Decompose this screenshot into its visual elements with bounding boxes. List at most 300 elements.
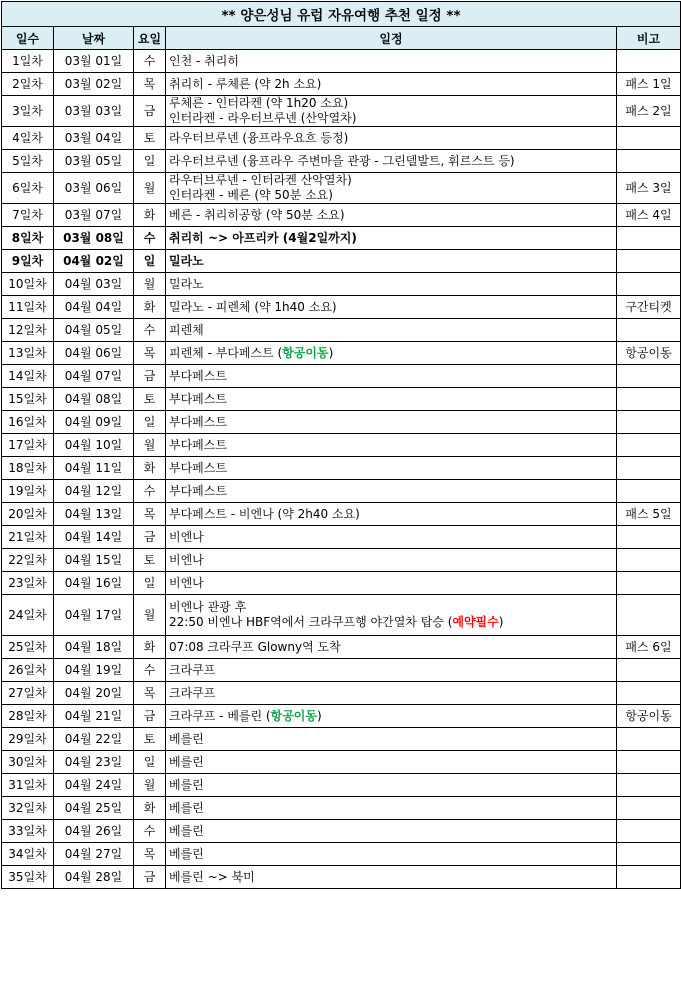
schedule-text: 인천 - 취리히 bbox=[169, 53, 239, 68]
day-cell: 34일차 bbox=[2, 843, 54, 866]
weekday-cell: 월 bbox=[134, 595, 166, 636]
schedule-cell bbox=[166, 457, 617, 480]
schedule-text: 부다페스트 bbox=[169, 414, 227, 429]
table-row bbox=[2, 636, 681, 659]
schedule-text: 피렌체 - 부다페스트 ( bbox=[169, 345, 283, 360]
date-cell: 04월 06일 bbox=[54, 342, 134, 365]
schedule-text: 베를린 bbox=[169, 777, 204, 792]
weekday-cell: 화 bbox=[134, 636, 166, 659]
date-cell: 04월 13일 bbox=[54, 503, 134, 526]
schedule-line bbox=[169, 188, 613, 203]
day-cell: 26일차 bbox=[2, 659, 54, 682]
note-cell: 항공이동 bbox=[617, 705, 681, 728]
date-cell: 04월 21일 bbox=[54, 705, 134, 728]
day-cell: 15일차 bbox=[2, 388, 54, 411]
table-row bbox=[2, 774, 681, 797]
date-cell: 03월 08일 bbox=[54, 227, 134, 250]
weekday-cell: 금 bbox=[134, 365, 166, 388]
schedule-text: 크라쿠프 bbox=[169, 685, 216, 700]
schedule-line bbox=[169, 300, 613, 315]
day-cell: 14일차 bbox=[2, 365, 54, 388]
schedule-line bbox=[169, 96, 613, 111]
schedule-line bbox=[169, 824, 613, 839]
day-cell: 25일차 bbox=[2, 636, 54, 659]
table-row bbox=[2, 820, 681, 843]
schedule-cell bbox=[166, 227, 617, 250]
table-row bbox=[2, 127, 681, 150]
weekday-cell: 수 bbox=[134, 820, 166, 843]
day-cell: 10일차 bbox=[2, 273, 54, 296]
schedule-line bbox=[169, 208, 613, 223]
schedule-cell bbox=[166, 549, 617, 572]
schedule-text: 베를린 bbox=[169, 800, 204, 815]
schedule-text: 크라쿠프 bbox=[169, 662, 216, 677]
schedule-text: 루체른 - 인터라켄 (약 1h20 소요) bbox=[169, 96, 349, 110]
schedule-text: 인터라켄 - 베른 (약 50분 소요) bbox=[169, 188, 333, 202]
schedule-line bbox=[169, 640, 613, 655]
day-cell: 4일차 bbox=[2, 127, 54, 150]
weekday-cell: 목 bbox=[134, 73, 166, 96]
date-cell: 03월 06일 bbox=[54, 173, 134, 204]
note-cell bbox=[617, 250, 681, 273]
schedule-line bbox=[169, 530, 613, 545]
schedule-line bbox=[169, 801, 613, 816]
flight-transfer-text: 항공이동 bbox=[282, 345, 329, 360]
schedule-line bbox=[169, 111, 613, 126]
note-cell: 패스 3일 bbox=[617, 173, 681, 204]
note-cell bbox=[617, 774, 681, 797]
day-cell: 33일차 bbox=[2, 820, 54, 843]
schedule-text: 베를린 ~> 북미 bbox=[169, 869, 255, 884]
table-row bbox=[2, 342, 681, 365]
note-cell bbox=[617, 457, 681, 480]
flight-transfer-text: 항공이동 bbox=[270, 708, 317, 723]
table-row bbox=[2, 50, 681, 73]
schedule-cell bbox=[166, 127, 617, 150]
note-cell bbox=[617, 728, 681, 751]
date-cell: 04월 10일 bbox=[54, 434, 134, 457]
day-cell: 7일차 bbox=[2, 204, 54, 227]
schedule-text: 비엔나 관광 후 bbox=[169, 600, 247, 614]
day-cell: 30일차 bbox=[2, 751, 54, 774]
schedule-line bbox=[169, 507, 613, 522]
weekday-cell: 목 bbox=[134, 503, 166, 526]
schedule-line bbox=[169, 438, 613, 453]
date-cell: 04월 25일 bbox=[54, 797, 134, 820]
weekday-cell: 월 bbox=[134, 434, 166, 457]
schedule-line bbox=[169, 732, 613, 747]
date-cell: 03월 01일 bbox=[54, 50, 134, 73]
date-cell: 04월 28일 bbox=[54, 866, 134, 889]
day-cell: 24일차 bbox=[2, 595, 54, 636]
weekday-cell: 목 bbox=[134, 843, 166, 866]
weekday-cell: 화 bbox=[134, 296, 166, 319]
table-row bbox=[2, 457, 681, 480]
schedule-cell bbox=[166, 595, 617, 636]
table-body bbox=[2, 50, 681, 889]
schedule-line bbox=[169, 709, 613, 724]
note-cell: 패스 1일 bbox=[617, 73, 681, 96]
schedule-line bbox=[169, 54, 613, 69]
schedule-text: 부다페스트 - 비엔나 (약 2h40 소요) bbox=[169, 506, 360, 521]
date-cell: 04월 19일 bbox=[54, 659, 134, 682]
weekday-cell: 금 bbox=[134, 526, 166, 549]
date-cell: 04월 07일 bbox=[54, 365, 134, 388]
note-cell bbox=[617, 480, 681, 503]
note-cell: 패스 4일 bbox=[617, 204, 681, 227]
schedule-line bbox=[169, 231, 613, 246]
table-row bbox=[2, 150, 681, 173]
schedule-cell bbox=[166, 682, 617, 705]
date-cell: 04월 22일 bbox=[54, 728, 134, 751]
day-cell: 13일차 bbox=[2, 342, 54, 365]
weekday-cell: 금 bbox=[134, 866, 166, 889]
schedule-text: 베를린 bbox=[169, 823, 204, 838]
schedule-cell bbox=[166, 73, 617, 96]
page-title: ** 양은성님 유럽 자유여행 추천 일정 ** bbox=[2, 2, 681, 27]
header-day: 일수 bbox=[2, 27, 54, 50]
schedule-text: 베를린 bbox=[169, 731, 204, 746]
header-note: 비고 bbox=[617, 27, 681, 50]
weekday-cell: 화 bbox=[134, 457, 166, 480]
day-cell: 5일차 bbox=[2, 150, 54, 173]
schedule-cell bbox=[166, 820, 617, 843]
table-row bbox=[2, 751, 681, 774]
schedule-text: 베른 - 취리히공항 (약 50분 소요) bbox=[169, 207, 345, 222]
date-cell: 04월 20일 bbox=[54, 682, 134, 705]
weekday-cell: 일 bbox=[134, 150, 166, 173]
day-cell: 2일차 bbox=[2, 73, 54, 96]
weekday-cell: 목 bbox=[134, 682, 166, 705]
date-cell: 04월 27일 bbox=[54, 843, 134, 866]
schedule-cell bbox=[166, 797, 617, 820]
schedule-cell bbox=[166, 843, 617, 866]
schedule-line bbox=[169, 415, 613, 430]
table-row bbox=[2, 843, 681, 866]
table-row bbox=[2, 572, 681, 595]
header-weekday: 요일 bbox=[134, 27, 166, 50]
schedule-cell bbox=[166, 342, 617, 365]
schedule-text: 22:50 비엔나 HBF역에서 크라쿠프행 야간열차 탑승 ( bbox=[169, 615, 453, 629]
date-cell: 04월 26일 bbox=[54, 820, 134, 843]
schedule-line bbox=[169, 686, 613, 701]
schedule-line bbox=[169, 576, 613, 591]
day-cell: 27일차 bbox=[2, 682, 54, 705]
schedule-cell bbox=[166, 273, 617, 296]
date-cell: 03월 02일 bbox=[54, 73, 134, 96]
date-cell: 04월 17일 bbox=[54, 595, 134, 636]
weekday-cell: 월 bbox=[134, 173, 166, 204]
schedule-text: 밀라노 - 피렌체 (약 1h40 소요) bbox=[169, 299, 337, 314]
day-cell: 3일차 bbox=[2, 96, 54, 127]
weekday-cell: 토 bbox=[134, 549, 166, 572]
date-cell: 04월 24일 bbox=[54, 774, 134, 797]
table-row bbox=[2, 388, 681, 411]
schedule-line bbox=[169, 778, 613, 793]
note-cell bbox=[617, 526, 681, 549]
table-row bbox=[2, 411, 681, 434]
day-cell: 8일차 bbox=[2, 227, 54, 250]
day-cell: 6일차 bbox=[2, 173, 54, 204]
schedule-cell bbox=[166, 503, 617, 526]
schedule-text: 부다페스트 bbox=[169, 368, 227, 383]
weekday-cell: 수 bbox=[134, 319, 166, 342]
note-cell: 패스 2일 bbox=[617, 96, 681, 127]
weekday-cell: 일 bbox=[134, 572, 166, 595]
schedule-text: 베를린 bbox=[169, 846, 204, 861]
table-row bbox=[2, 549, 681, 572]
schedule-text: ) bbox=[316, 708, 322, 723]
note-cell: 패스 5일 bbox=[617, 503, 681, 526]
weekday-cell: 토 bbox=[134, 388, 166, 411]
schedule-line bbox=[169, 461, 613, 476]
day-cell: 22일차 bbox=[2, 549, 54, 572]
weekday-cell: 일 bbox=[134, 751, 166, 774]
weekday-cell: 토 bbox=[134, 728, 166, 751]
note-cell bbox=[617, 411, 681, 434]
schedule-text: 취리히 ~> 아프리카 (4월2일까지) bbox=[169, 230, 357, 245]
weekday-cell: 일 bbox=[134, 411, 166, 434]
table-row bbox=[2, 250, 681, 273]
table-row bbox=[2, 866, 681, 889]
note-cell: 패스 6일 bbox=[617, 636, 681, 659]
table-row bbox=[2, 595, 681, 636]
table-row bbox=[2, 365, 681, 388]
table-row bbox=[2, 434, 681, 457]
day-cell: 28일차 bbox=[2, 705, 54, 728]
day-cell: 20일차 bbox=[2, 503, 54, 526]
date-cell: 04월 15일 bbox=[54, 549, 134, 572]
day-cell: 1일차 bbox=[2, 50, 54, 73]
table-row bbox=[2, 659, 681, 682]
schedule-text: 인터라켄 - 라우터브루넨 (산악열차) bbox=[169, 111, 357, 125]
schedule-line bbox=[169, 755, 613, 770]
note-cell bbox=[617, 820, 681, 843]
schedule-cell bbox=[166, 296, 617, 319]
table-row bbox=[2, 204, 681, 227]
date-cell: 04월 04일 bbox=[54, 296, 134, 319]
table-row bbox=[2, 728, 681, 751]
schedule-cell bbox=[166, 411, 617, 434]
schedule-line bbox=[169, 173, 613, 188]
schedule-text: 비엔나 bbox=[169, 552, 204, 567]
schedule-text: 07:08 크라쿠프 Glowny역 도착 bbox=[169, 639, 341, 654]
itinerary-table bbox=[1, 1, 681, 889]
schedule-cell bbox=[166, 866, 617, 889]
table-row bbox=[2, 273, 681, 296]
schedule-cell bbox=[166, 250, 617, 273]
day-cell: 29일차 bbox=[2, 728, 54, 751]
day-cell: 23일차 bbox=[2, 572, 54, 595]
table-row bbox=[2, 503, 681, 526]
note-cell bbox=[617, 659, 681, 682]
header-schedule: 일정 bbox=[166, 27, 617, 50]
schedule-line bbox=[169, 131, 613, 146]
note-cell bbox=[617, 365, 681, 388]
schedule-text: 크라쿠프 - 베를린 ( bbox=[169, 708, 271, 723]
day-cell: 32일차 bbox=[2, 797, 54, 820]
date-cell: 04월 08일 bbox=[54, 388, 134, 411]
weekday-cell: 월 bbox=[134, 273, 166, 296]
weekday-cell: 화 bbox=[134, 204, 166, 227]
schedule-cell bbox=[166, 434, 617, 457]
schedule-text: 베를린 bbox=[169, 754, 204, 769]
schedule-line bbox=[169, 484, 613, 499]
schedule-line bbox=[169, 553, 613, 568]
schedule-text: 부다페스트 bbox=[169, 391, 227, 406]
schedule-line bbox=[169, 847, 613, 862]
date-cell: 04월 16일 bbox=[54, 572, 134, 595]
table-row bbox=[2, 797, 681, 820]
schedule-cell bbox=[166, 204, 617, 227]
note-cell bbox=[617, 150, 681, 173]
day-cell: 18일차 bbox=[2, 457, 54, 480]
table-row bbox=[2, 526, 681, 549]
date-cell: 04월 23일 bbox=[54, 751, 134, 774]
schedule-cell bbox=[166, 50, 617, 73]
date-cell: 04월 12일 bbox=[54, 480, 134, 503]
table-header-row bbox=[2, 27, 681, 50]
schedule-line bbox=[169, 154, 613, 169]
day-cell: 35일차 bbox=[2, 866, 54, 889]
table-row bbox=[2, 480, 681, 503]
day-cell: 19일차 bbox=[2, 480, 54, 503]
schedule-text: 피렌체 bbox=[169, 322, 204, 337]
note-cell bbox=[617, 595, 681, 636]
schedule-text: 부다페스트 bbox=[169, 437, 227, 452]
schedule-line bbox=[169, 615, 613, 630]
weekday-cell: 수 bbox=[134, 227, 166, 250]
note-cell bbox=[617, 434, 681, 457]
schedule-cell bbox=[166, 150, 617, 173]
note-cell bbox=[617, 682, 681, 705]
schedule-line bbox=[169, 663, 613, 678]
schedule-cell bbox=[166, 774, 617, 797]
date-cell: 03월 03일 bbox=[54, 96, 134, 127]
date-cell: 04월 18일 bbox=[54, 636, 134, 659]
table-row bbox=[2, 96, 681, 127]
table-row bbox=[2, 73, 681, 96]
schedule-line bbox=[169, 392, 613, 407]
schedule-text: 부다페스트 bbox=[169, 460, 227, 475]
note-cell bbox=[617, 127, 681, 150]
note-cell bbox=[617, 866, 681, 889]
schedule-cell bbox=[166, 636, 617, 659]
day-cell: 11일차 bbox=[2, 296, 54, 319]
schedule-cell bbox=[166, 751, 617, 774]
date-cell: 03월 07일 bbox=[54, 204, 134, 227]
table-row bbox=[2, 227, 681, 250]
table-row bbox=[2, 705, 681, 728]
note-cell bbox=[617, 843, 681, 866]
weekday-cell: 화 bbox=[134, 797, 166, 820]
schedule-cell bbox=[166, 388, 617, 411]
reservation-required-text: 예약필수 bbox=[452, 615, 499, 629]
weekday-cell: 금 bbox=[134, 96, 166, 127]
schedule-cell bbox=[166, 96, 617, 127]
weekday-cell: 수 bbox=[134, 480, 166, 503]
weekday-cell: 수 bbox=[134, 50, 166, 73]
schedule-text: ) bbox=[498, 615, 504, 629]
note-cell bbox=[617, 797, 681, 820]
day-cell: 16일차 bbox=[2, 411, 54, 434]
day-cell: 21일차 bbox=[2, 526, 54, 549]
date-cell: 04월 05일 bbox=[54, 319, 134, 342]
day-cell: 17일차 bbox=[2, 434, 54, 457]
note-cell bbox=[617, 273, 681, 296]
schedule-line bbox=[169, 346, 613, 361]
weekday-cell: 수 bbox=[134, 659, 166, 682]
weekday-cell: 목 bbox=[134, 342, 166, 365]
schedule-line bbox=[169, 254, 613, 269]
date-cell: 04월 11일 bbox=[54, 457, 134, 480]
schedule-text: 라우터브루넨 - 인터라켄 산악열차) bbox=[169, 173, 352, 187]
schedule-text: 비엔나 bbox=[169, 575, 204, 590]
schedule-cell bbox=[166, 526, 617, 549]
note-cell bbox=[617, 319, 681, 342]
schedule-line bbox=[169, 369, 613, 384]
date-cell: 04월 09일 bbox=[54, 411, 134, 434]
schedule-line bbox=[169, 323, 613, 338]
schedule-cell bbox=[166, 705, 617, 728]
schedule-cell bbox=[166, 659, 617, 682]
note-cell: 구간티켓 bbox=[617, 296, 681, 319]
schedule-line bbox=[169, 600, 613, 615]
schedule-line bbox=[169, 77, 613, 92]
note-cell: 항공이동 bbox=[617, 342, 681, 365]
day-cell: 12일차 bbox=[2, 319, 54, 342]
note-cell bbox=[617, 388, 681, 411]
schedule-text: 부다페스트 bbox=[169, 483, 227, 498]
schedule-cell bbox=[166, 173, 617, 204]
note-cell bbox=[617, 572, 681, 595]
schedule-cell bbox=[166, 365, 617, 388]
day-cell: 31일차 bbox=[2, 774, 54, 797]
schedule-line bbox=[169, 277, 613, 292]
day-cell: 9일차 bbox=[2, 250, 54, 273]
table-row bbox=[2, 296, 681, 319]
date-cell: 03월 05일 bbox=[54, 150, 134, 173]
schedule-text: 취리히 - 루체른 (약 2h 소요) bbox=[169, 76, 322, 91]
schedule-text: ) bbox=[328, 345, 334, 360]
schedule-cell bbox=[166, 480, 617, 503]
schedule-cell bbox=[166, 572, 617, 595]
schedule-text: 밀라노 bbox=[169, 276, 204, 291]
table-row bbox=[2, 173, 681, 204]
schedule-text: 비엔나 bbox=[169, 529, 204, 544]
note-cell bbox=[617, 751, 681, 774]
weekday-cell: 일 bbox=[134, 250, 166, 273]
date-cell: 04월 02일 bbox=[54, 250, 134, 273]
weekday-cell: 토 bbox=[134, 127, 166, 150]
date-cell: 03월 04일 bbox=[54, 127, 134, 150]
schedule-text: 라우터브루넨 (융프라우 주변마을 관광 - 그린델발트, 휘르스트 등) bbox=[169, 153, 515, 168]
date-cell: 04월 03일 bbox=[54, 273, 134, 296]
schedule-cell bbox=[166, 319, 617, 342]
note-cell bbox=[617, 50, 681, 73]
note-cell bbox=[617, 227, 681, 250]
schedule-line bbox=[169, 870, 613, 885]
schedule-cell bbox=[166, 728, 617, 751]
date-cell: 04월 14일 bbox=[54, 526, 134, 549]
table-row bbox=[2, 682, 681, 705]
schedule-text: 라우터브루넨 (융프라우요흐 등정) bbox=[169, 130, 349, 145]
weekday-cell: 월 bbox=[134, 774, 166, 797]
table-row bbox=[2, 319, 681, 342]
schedule-text: 밀라노 bbox=[169, 253, 204, 268]
weekday-cell: 금 bbox=[134, 705, 166, 728]
note-cell bbox=[617, 549, 681, 572]
